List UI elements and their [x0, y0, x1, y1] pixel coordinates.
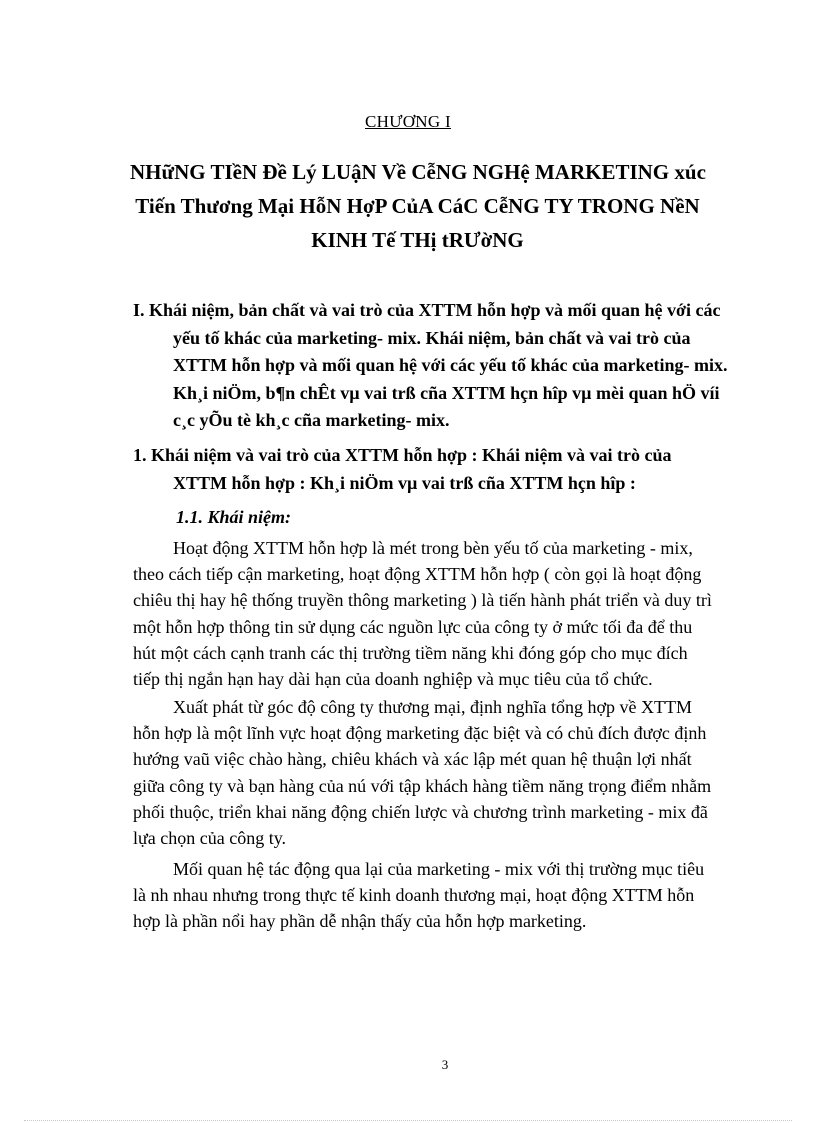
subheading: 1.1. Khái niệm:: [176, 507, 292, 527]
paragraph-line: hợp là phần nổi hay phần dễ nhận thấy của hỗn hợp marketing.: [133, 911, 587, 932]
title-line: Tiến Thương Mại HỗN HợP CủA CáC CễNG TY TRONG NềN: [135, 194, 700, 218]
paragraph-line: giữa công ty và bạn hàng của nú với tập khách hàng tiềm năng trọng điểm nhằm: [133, 775, 712, 796]
paragraph-3: [133, 856, 759, 935]
paragraph-line: hút một cách cạnh tranh các thị trường tiềm năng khi đóng góp cho mục đích: [133, 642, 688, 663]
paragraph-line: hỗn hợp là một lĩnh vực hoạt động marketing đặc biệt và có chủ đích được định: [133, 723, 707, 744]
chapter-heading: CHƯƠNG I: [365, 112, 451, 131]
section-line: XTTM hỗn hợp : Kh¸i niÖm vµ vai trß cña XTTM hçn hîp :: [173, 472, 636, 493]
paragraph-line: theo cách tiếp cận marketing, hoạt động XTTM hỗn hợp ( còn gọi là hoạt động: [133, 564, 702, 585]
section-heading-2: [133, 442, 759, 497]
section-line: yếu tố khác của marketing- mix. Khái niệm, bản chất và vai trò của: [173, 327, 691, 348]
section-line: 1. Khái niệm và vai trò của XTTM hỗn hợp : Khái niệm và vai trò của: [133, 445, 672, 465]
paragraph-line: Hoạt động XTTM hỗn hợp là mét trong bèn yếu tố của marketing - mix,: [173, 538, 693, 558]
paragraph-line: lựa chọn của công ty.: [133, 828, 287, 849]
paragraph-line: là nh nhau nhưng trong thực tế kinh doanh thương mại, hoạt động XTTM hỗn: [133, 885, 695, 906]
paragraph-line: hướng vaũ việc chào hàng, chiêu khách và xác lập mét quan hệ thuận lợi nhất: [133, 749, 692, 770]
paragraph-line: một hỗn hợp thông tin sử dụng các nguồn lực của công ty ở mức tối đa để thu: [133, 616, 693, 637]
paragraph-2: [133, 694, 759, 851]
section-line: XTTM hỗn hợp và mối quan hệ với các yếu tố khác của marketing- mix.: [173, 355, 728, 375]
section-line: I. Khái niệm, bản chất và vai trò của XTTM hỗn hợp và mối quan hệ với các: [133, 300, 721, 320]
paragraph-line: tiếp thị ngắn hạn hay dài hạn của doanh nghiệp và mục tiêu của tổ chức.: [133, 669, 653, 690]
title-line: NHữNG TIềN Đề Lý LUậN Về CễNG NGHệ MARKETING xúc: [130, 160, 706, 184]
paragraph-line: Mối quan hệ tác động qua lại của marketing - mix với thị trường mục tiêu: [173, 859, 705, 879]
paragraph-1: [133, 535, 759, 692]
title-line: KINH Tế THị tRƯờNG: [311, 228, 524, 252]
chapter-title: [130, 155, 705, 257]
section-line: c¸c yÕu tè kh¸c cña marketing- mix.: [173, 410, 450, 430]
paragraph-line: Xuất phát từ góc độ công ty thương mại, định nghĩa tổng hợp về XTTM: [173, 697, 692, 717]
footer-divider: [24, 1120, 792, 1121]
paragraph-line: phối thuộc, triển khai năng động chiến lược và chương trình marketing - mix đã: [133, 801, 708, 822]
section-heading-1: [133, 297, 759, 435]
page-number: 3: [441, 1057, 449, 1072]
paragraph-line: chiêu thị hay hệ thống truyền thông marketing ) là tiến hành phát triển và duy trì: [133, 590, 712, 611]
section-line: Kh¸i niÖm, b¶n chÊt vµ vai trß cña XTTM hçn hîp vµ mèi quan hÖ víi: [173, 382, 720, 403]
